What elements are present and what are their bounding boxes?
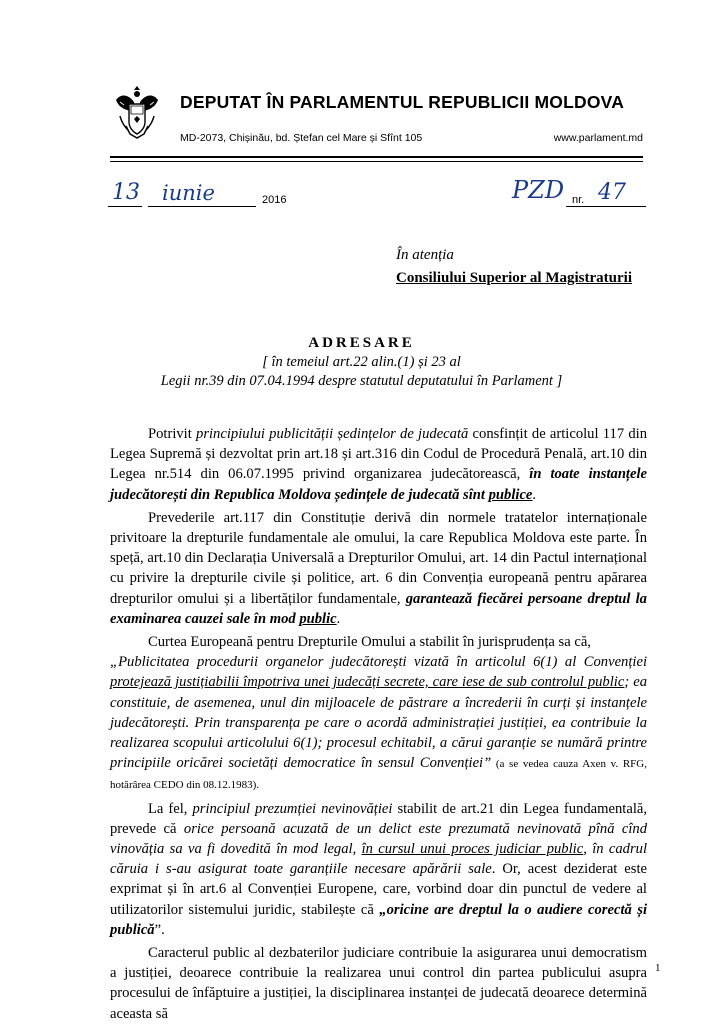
document-subtitle-2: Legii nr.39 din 07.04.1994 despre statutul deputatului în Parlament ] xyxy=(160,373,563,389)
date-month-underline xyxy=(148,206,256,207)
header-address: MD-2073, Chișinău, bd. Ștefan cel Mare și Sfînt 105 xyxy=(180,132,423,144)
coat-of-arms-emblem xyxy=(112,82,162,144)
document-title: ADRESARE xyxy=(308,335,415,351)
header-website: www.parlament.md xyxy=(553,132,643,144)
date-year: 2016 xyxy=(262,194,287,206)
header-title: DEPUTAT ÎN PARLAMENTUL REPUBLICII MOLDOVA xyxy=(180,92,625,112)
recipient-attention: În atenția xyxy=(396,247,454,263)
paragraph-5: Caracterul public al dezbaterilor judiciare contribuie la asigurarea unui democratism a justiției, deoarece contribuie la realizarea unui control din partea publicului asupra procesului de înfăptuire a justiției, la disciplinarea instanței de judecată deoarece determină aceasta să xyxy=(110,945,647,1022)
recipient-name: Consiliului Superior al Magistraturii xyxy=(396,270,632,286)
registration-number: 47 xyxy=(598,180,626,205)
document-body xyxy=(110,424,647,1027)
paragraph-1: Potrivit principiului publicității ședințelor de judecată consfințit de articolul 117 din Legea Supremă și dezvoltat prin art.18 și art.316 din Codul de Procedură Penală, art.10 din Legea nr.514 din 06.07.1995 privind organizarea judecătorească, în toate instanțele judecătorești din Republica Moldova ședințele de judecată sînt publice. xyxy=(110,426,647,503)
page-number: 1 xyxy=(655,962,661,974)
header-rule-thin xyxy=(110,161,643,162)
paragraph-3: Curtea Europeană pentru Drepturile Omului a stabilit în jurisprudența sa că, xyxy=(148,634,591,651)
date-day-underline xyxy=(108,206,142,207)
registration-initials: PZD xyxy=(512,176,565,204)
header-rule-thick xyxy=(110,156,643,158)
document-subtitle-1: [ în temeiul art.22 alin.(1) și 23 al xyxy=(262,354,461,370)
paragraph-2: Prevederile art.117 din Constituție derivă din normele tratatelor internaționale privitoare la drepturile fundamentale ale omului, la care Republica Moldova este parte. În speță, art.10 din Declarația Universală a Drepturilor Omului, art. 14 din Pactul internațional cu privire la drepturile civile și politice, art. 6 din Convenția europeană pentru apărarea drepturilor omului și a libertăților fundamentale, garantează fiecărei persoane dreptul la examinarea cauzei sale în mod public. xyxy=(110,509,647,627)
date-day: 13 xyxy=(112,180,140,205)
registration-nr-label: nr. xyxy=(572,194,585,206)
date-month: iunie xyxy=(162,181,215,205)
registration-underline xyxy=(566,206,646,207)
paragraph-4: La fel, principiul prezumției nevinovăției stabilit de art.21 din Legea fundamentală, prevede că orice persoană acuzată de un delict este prezumată nevinovată pînă cînd vinovăția sa va fi dovedită în mod legal, în cursul unui proces judiciar public, în cadrul căruia i s-au asigurat toate garanțiile necesare apărării sale. Or, acest deziderat este exprimat și în art.6 al Convenției Europene, care, vorbind doar din punctul de vedere al utilizatorilor sistemului juridic, stabilește că „oricine are dreptul la o audiere corectă și publică”. xyxy=(110,800,647,938)
paragraph-3-quote: „Publicitatea procedurii organelor judecătorești vizată în articolul 6(1) al Convenției protejează justițiabilii împotriva unei judecăți secrete, care iese de sub controlul public; ea constituie, de asemenea, unul din mijloacele de păstrare a încrederii în curți și instanțele judecătorești. Prin transparența pe care o acordă administrației justiției, ea contribuie la realizarea scopului articolului 6(1); procesul echitabil, a cărui garanție se numără printre principiile oricărei societăți democratice în sensul Convenției” (a se vedea cauza Axen v. RFG, hotărârea CEDO din 08.12.1983). xyxy=(110,654,647,792)
